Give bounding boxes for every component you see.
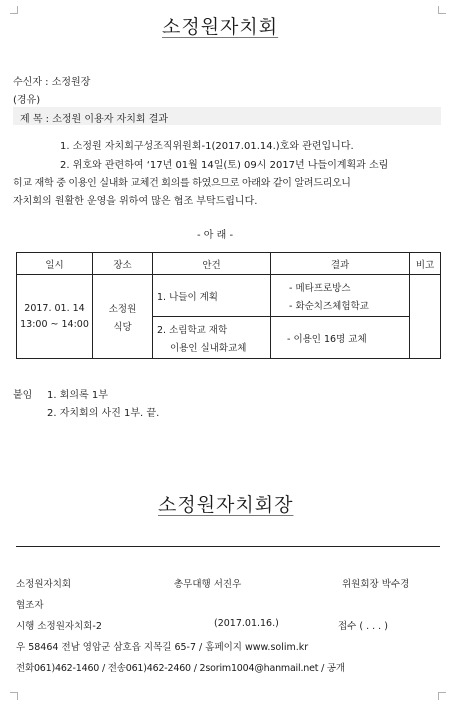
subject-label: 제 목 : bbox=[20, 114, 50, 125]
page-corner-mark bbox=[10, 692, 18, 700]
table-header-row bbox=[17, 253, 441, 275]
attachments-label: 붙임 bbox=[13, 390, 33, 401]
meeting-date: 2017. 01. 14 bbox=[24, 303, 85, 314]
contact-line: 전화061)462-1460 / 전송061)462-2460 / 2sorim1004@hanmail.net / 공개 bbox=[16, 663, 345, 674]
body-paragraph-2-line-3: 자치회의 원활한 운영을 위하여 많은 협조 부탁드립니다. bbox=[13, 196, 258, 207]
below-heading: - 아 래 - bbox=[197, 230, 234, 241]
signature-middle: 총무대행 서진우 bbox=[174, 579, 242, 590]
note-cell bbox=[410, 275, 441, 359]
table-header-cell: 비고 bbox=[410, 253, 441, 275]
table-header-cell: 결과 bbox=[271, 253, 410, 275]
page-corner-mark bbox=[438, 6, 446, 14]
table-header-cell: 일시 bbox=[17, 253, 93, 275]
reception-field: 접수 ( . . . ) bbox=[338, 621, 388, 632]
place-room: 식당 bbox=[113, 321, 132, 333]
page-title: 소정원자치회 bbox=[162, 16, 279, 38]
body-paragraph-2-line-2: 히교 재학 중 이용인 실내화 교체건 회의를 하였으므로 아래와 같이 알려드리오니 bbox=[13, 178, 351, 189]
recipient-line bbox=[13, 73, 90, 88]
date-cell bbox=[17, 275, 93, 359]
agenda-item-2a: 2. 소림학교 재학 bbox=[157, 324, 228, 336]
cooperator-label: 협조자 bbox=[16, 600, 44, 611]
subject-line bbox=[20, 110, 168, 125]
agenda-item-1: 1. 나들이 계획 bbox=[157, 291, 218, 303]
result-cell bbox=[271, 275, 410, 317]
sender-title: 소정원자치회장 bbox=[158, 494, 294, 516]
result-item-1b: - 화순치즈체험학교 bbox=[289, 301, 369, 312]
agenda-cell bbox=[153, 317, 271, 359]
page-corner-mark bbox=[438, 692, 446, 700]
body-paragraph-2-line-1: 2. 위호와 관련하여 ‘17년 01월 14일(토) 09시 2017년 나들이계획과 소림 bbox=[60, 160, 389, 171]
attachment-item-1: 1. 회의록 1부 bbox=[47, 390, 108, 401]
signature-right: 위원회장 박수경 bbox=[342, 579, 410, 590]
place-name: 소정원 bbox=[108, 303, 137, 315]
result-item-2: - 이용인 16명 교체 bbox=[287, 333, 367, 345]
enforcement-label: 시행 소정원자치회-2 bbox=[16, 621, 102, 632]
via-line: (경유) bbox=[13, 95, 41, 106]
recipient-value: 소정원장 bbox=[51, 77, 91, 88]
body-paragraph-1: 1. 소정원 자치회구성조직위원회-1(2017.01.14.)호와 관련입니다. bbox=[60, 141, 354, 152]
page-corner-mark bbox=[10, 6, 18, 14]
signature-left: 소정원자치회 bbox=[16, 579, 72, 590]
agenda-item-2b: 이용인 실내화교체 bbox=[170, 342, 247, 354]
meeting-table bbox=[16, 252, 441, 359]
subject-text: 소정원 이용자 자치회 결과 bbox=[52, 114, 169, 125]
table-header-cell: 안건 bbox=[153, 253, 271, 275]
meeting-time: 13:00 ~ 14:00 bbox=[20, 319, 89, 330]
footer-divider bbox=[16, 546, 440, 547]
result-item-1a: - 메타프로방스 bbox=[289, 283, 351, 294]
address-line: 우 58464 전남 영암군 삼호읍 지목길 65-7 / 홈페이지 www.solim.kr bbox=[16, 642, 309, 653]
table-header-cell: 장소 bbox=[93, 253, 153, 275]
attachment-item-2: 2. 자치회의 사진 1부. 끝. bbox=[47, 408, 160, 419]
table-row bbox=[17, 275, 441, 317]
agenda-cell bbox=[153, 275, 271, 317]
place-cell bbox=[93, 275, 153, 359]
recipient-label: 수신자 : bbox=[13, 77, 49, 88]
result-cell bbox=[271, 317, 410, 359]
enforcement-date: (2017.01.16.) bbox=[214, 618, 279, 629]
